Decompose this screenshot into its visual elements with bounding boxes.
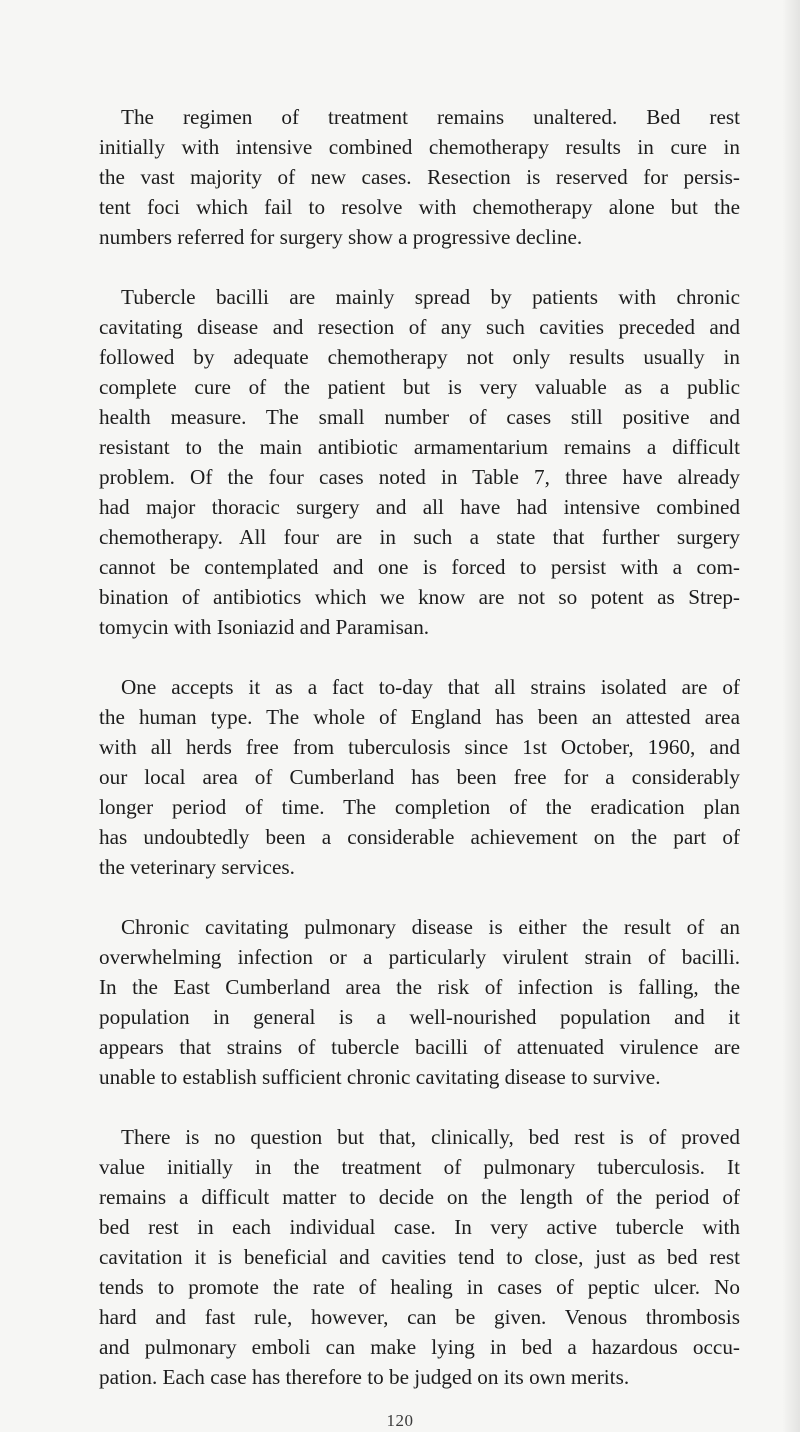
text-line: resistant to the main antibiotic armamentarium remains a difficult [99,435,740,459]
text-line: The regimen of treatment remains unaltered. Bed rest [121,105,740,129]
text-line: longer period of time. The completion of the eradication plan [99,795,740,819]
text-line: complete cure of the patient but is very valuable as a public [99,375,740,399]
paragraph-2 [99,282,740,642]
text-line: numbers referred for surgery show a progressive decline. [99,225,583,249]
page-number: 120 [386,1411,414,1430]
text-line: problem. Of the four cases noted in Table 7, three have already [99,465,740,489]
text-line: chemotherapy. All four are in such a state that further surgery [99,525,740,549]
text-line: There is no question but that, clinically, bed rest is of proved [121,1125,740,1149]
text-line: with all herds free from tuberculosis since 1st October, 1960, and [99,735,740,759]
text-line: the vast majority of new cases. Resection is reserved for persis- [99,165,740,189]
text-line: appears that strains of tubercle bacilli of attenuated virulence are [99,1035,740,1059]
text-line: One accepts it as a fact to-day that all strains isolated are of [121,675,740,699]
text-line: health measure. The small number of cases still positive and [99,405,740,429]
text-line: has undoubtedly been a considerable achievement on the part of [99,825,740,849]
text-line: Tubercle bacilli are mainly spread by patients with chronic [121,285,740,309]
text-line: bination of antibiotics which we know are not so potent as Strep- [99,585,740,609]
text-line: cavitation it is beneficial and cavities tend to close, just as bed rest [99,1245,740,1269]
text-line: followed by adequate chemotherapy not only results usually in [99,345,740,369]
text-line: and pulmonary emboli can make lying in bed a hazardous occu- [99,1335,740,1359]
text-line: overwhelming infection or a particularly virulent strain of bacilli. [99,945,740,969]
text-line: cavitating disease and resection of any such cavities preceded and [99,315,740,339]
text-line: tends to promote the rate of healing in cases of peptic ulcer. No [99,1275,740,1299]
text-line: initially with intensive combined chemotherapy results in cure in [99,135,740,159]
text-line: remains a difficult matter to decide on the length of the period of [99,1185,740,1209]
text-line: had major thoracic surgery and all have had intensive combined [99,495,740,519]
text-line: cannot be contemplated and one is forced to persist with a com- [99,555,740,579]
page-edge-shadow [782,0,800,1432]
text-line: the veterinary services. [99,855,295,879]
text-line: pation. Each case has therefore to be judged on its own merits. [99,1365,630,1389]
body-text [99,102,740,1392]
text-line: population in general is a well-nourished population and it [99,1005,740,1029]
text-line: hard and fast rule, however, can be given. Venous thrombosis [99,1305,740,1329]
paragraph-1 [99,102,740,252]
text-line: In the East Cumberland area the risk of infection is falling, the [99,975,740,999]
text-line: value initially in the treatment of pulmonary tuberculosis. It [99,1155,740,1179]
text-line: bed rest in each individual case. In very active tubercle with [99,1215,740,1239]
text-line: Chronic cavitating pulmonary disease is either the result of an [121,915,740,939]
text-line: tomycin with Isoniazid and Paramisan. [99,615,430,639]
paragraph-3 [99,672,740,882]
text-line: our local area of Cumberland has been free for a considerably [99,765,740,789]
text-line: the human type. The whole of England has been an attested area [99,705,740,729]
paragraph-5 [99,1122,740,1392]
paragraph-4 [99,912,740,1092]
text-line: tent foci which fail to resolve with chemotherapy alone but the [99,195,740,219]
text-line: unable to establish sufficient chronic cavitating disease to survive. [99,1065,661,1089]
